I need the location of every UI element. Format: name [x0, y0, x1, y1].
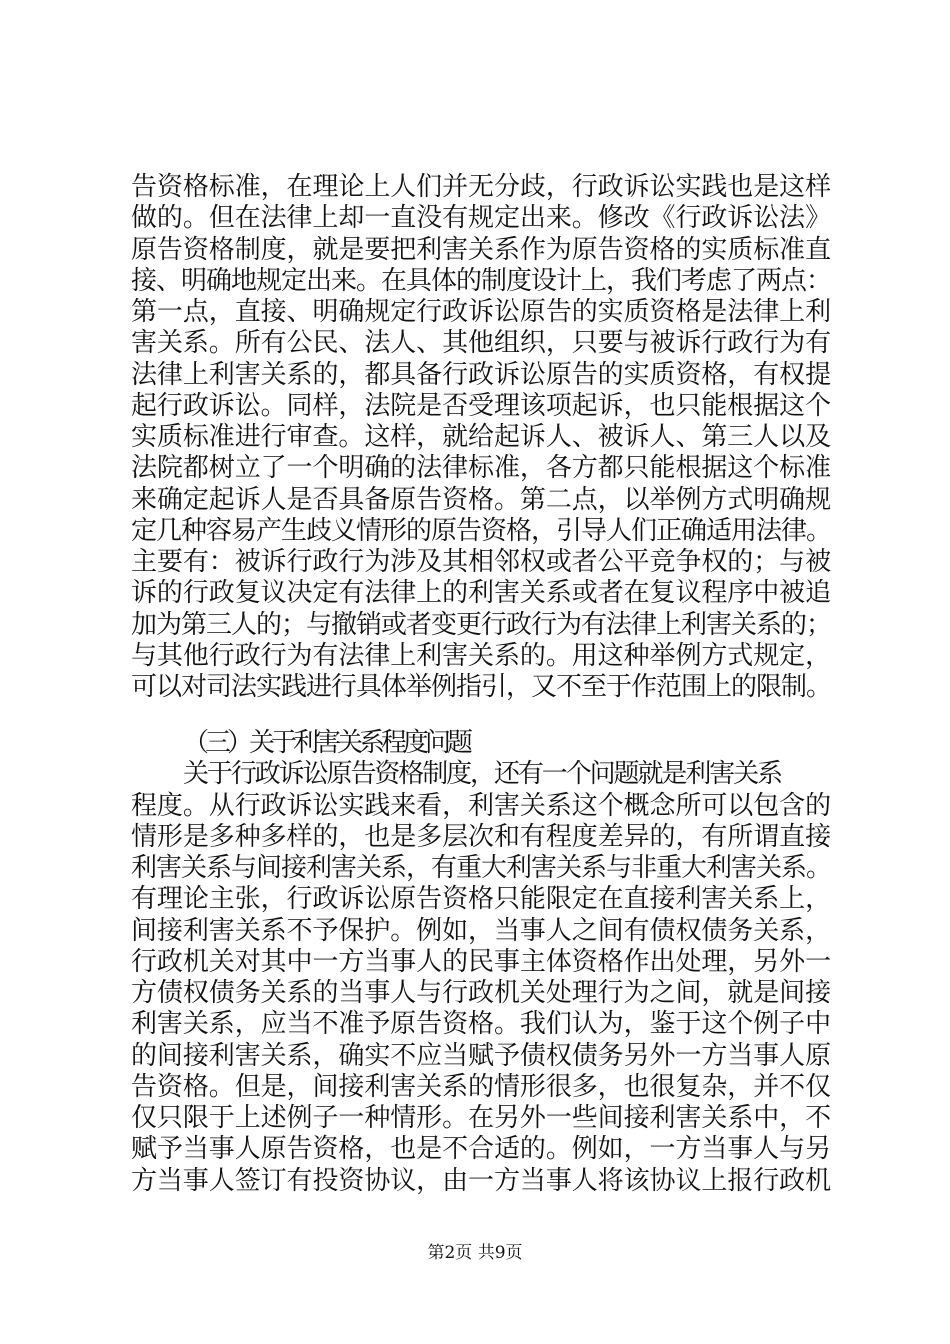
text-line: 方债权债务关系的当事人与行政机关处理行为之间，就是间接: [131, 978, 832, 1008]
text-line: 赋予当事人原告资格，也是不合适的。例如，一方当事人与另: [131, 1134, 832, 1164]
text-line: 关于行政诉讼原告资格制度，还有一个问题就是利害关系: [183, 759, 782, 789]
text-line: 方当事人签订有投资协议，由一方当事人将该协议上报行政机: [131, 1166, 832, 1196]
text-line: 接、明确地规定出来。在具体的制度设计上，我们考虑了两点：: [131, 266, 832, 296]
text-line: 有理论主张，行政诉讼原告资格只能限定在直接利害关系上，: [131, 884, 832, 914]
section-heading: （三）关于利害关系程度问题: [183, 728, 470, 758]
text-line: 行政机关对其中一方当事人的民事主体资格作出处理，另外一: [131, 947, 832, 977]
page-footer: 第2页 共9页: [427, 1243, 523, 1263]
text-line: 原告资格制度，就是要把利害关系作为原告资格的实质标准直: [131, 235, 832, 265]
text-line: 的间接利害关系，确实不应当赋予债权债务另外一方当事人原: [131, 1041, 832, 1071]
text-line: 来确定起诉人是否具备原告资格。第二点，以举例方式明确规: [131, 485, 832, 515]
text-line: 情形是多种多样的，也是多层次和有程度差异的，有所谓直接: [131, 822, 832, 852]
text-line: 起行政诉讼。同样，法院是否受理该项起诉，也只能根据这个: [131, 391, 832, 421]
text-line: 告资格标准，在理论上人们并无分歧，行政诉讼实践也是这样: [131, 172, 832, 202]
text-line: 与其他行政行为有法律上利害关系的。用这种举例方式规定，: [131, 641, 832, 671]
text-line: 法律上利害关系的，都具备行政诉讼原告的实质资格，有权提: [131, 360, 832, 390]
text-line: 做的。但在法律上却一直没有规定出来。修改《行政诉讼法》: [131, 203, 832, 233]
text-line: 主要有：被诉行政行为涉及其相邻权或者公平竞争权的；与被: [131, 547, 832, 577]
text-line: 利害关系与间接利害关系，有重大利害关系与非重大利害关系。: [131, 853, 832, 883]
text-line: 法院都树立了一个明确的法律标准，各方都只能根据这个标准: [131, 453, 832, 483]
text-line: 告资格。但是，间接利害关系的情形很多，也很复杂，并不仅: [131, 1072, 832, 1102]
text-line: 诉的行政复议决定有法律上的利害关系或者在复议程序中被追: [131, 578, 832, 608]
text-line: 害关系。所有公民、法人、其他组织，只要与被诉行政行为有: [131, 328, 832, 358]
text-line: 间接利害关系不予保护。例如，当事人之间有债权债务关系，: [131, 916, 832, 946]
text-line: 第一点，直接、明确规定行政诉讼原告的实质资格是法律上利: [131, 297, 832, 327]
text-line: 加为第三人的；与撤销或者变更行政行为有法律上利害关系的；: [131, 610, 832, 640]
text-line: 利害关系，应当不准予原告资格。我们认为，鉴于这个例子中: [131, 1009, 832, 1039]
text-line: 程度。从行政诉讼实践来看，利害关系这个概念所可以包含的: [131, 791, 832, 821]
text-line: 实质标准进行审查。这样，就给起诉人、被诉人、第三人以及: [131, 422, 832, 452]
text-line: 定几种容易产生歧义情形的原告资格，引导人们正确适用法律。: [131, 516, 832, 546]
text-line: 可以对司法实践进行具体举例指引，又不至于作范围上的限制。: [131, 672, 832, 702]
text-line: 仅只限于上述例子一种情形。在另外一些间接利害关系中，不: [131, 1103, 832, 1133]
